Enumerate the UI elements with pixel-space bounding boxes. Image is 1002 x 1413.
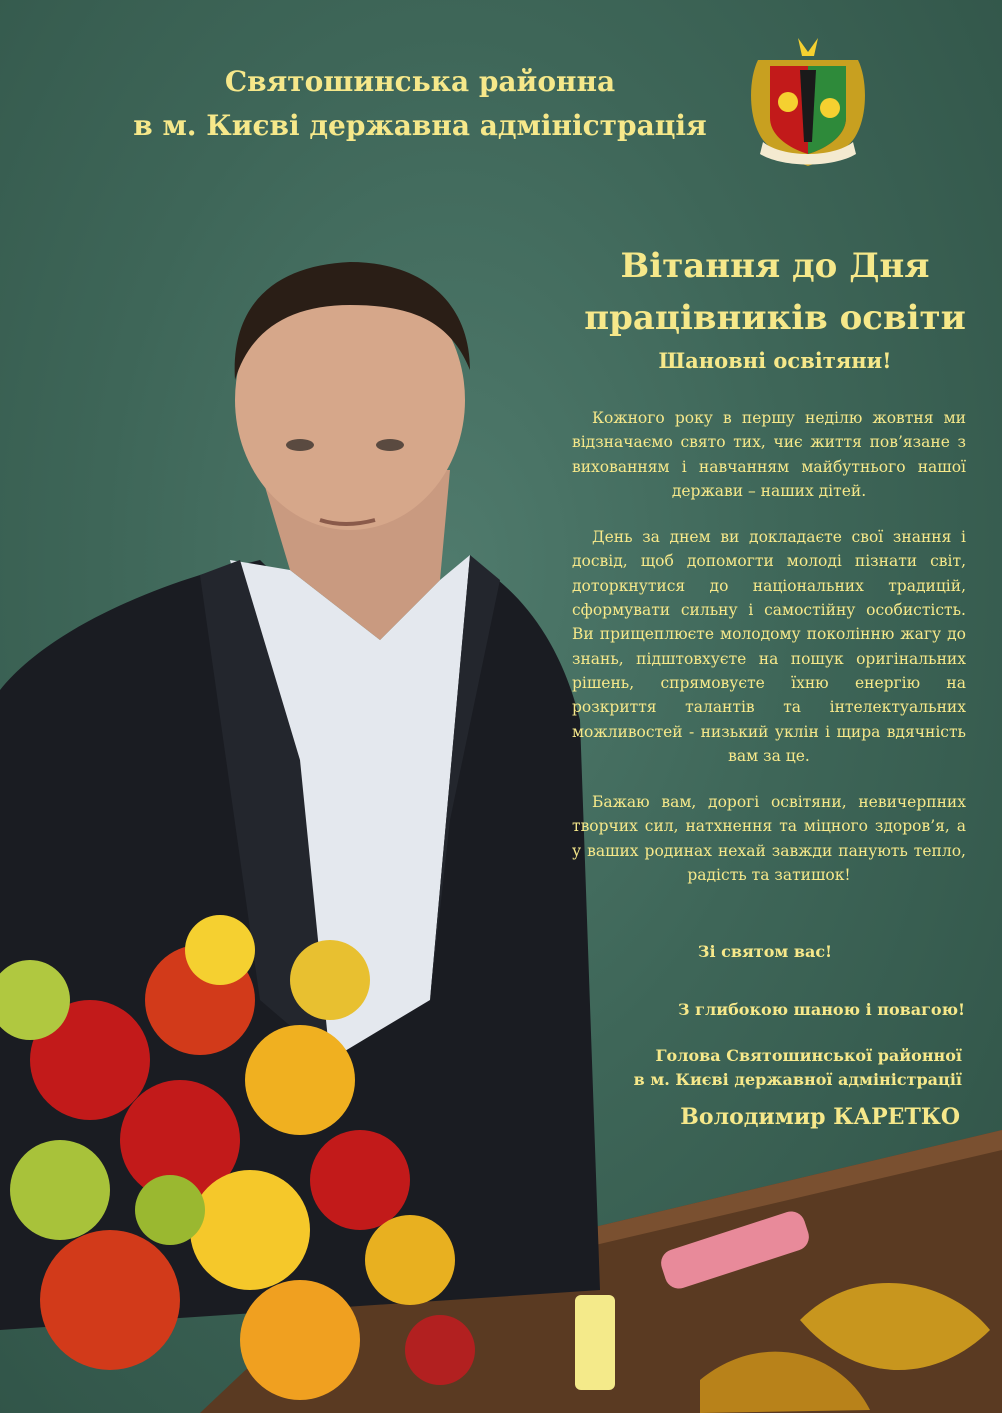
holiday-wish: Зі святом вас! xyxy=(697,942,833,961)
paragraph-2: День за днем ви докладаєте свої знання і досвід, щоб допомогти молоді пізнати світ, доторкнутися до національних традицій, сформувати сильну і самостійну особистість. Ви прищеплюєте молодому поколінню жагу до знань, підштовхуєте на пошук оригінальних рішень, спрямовуєте їхню енергію на розкриття талантів та інтелектуальних можливостей - низький уклін і щира вдячність вам за це. xyxy=(572,528,966,765)
salutation: Шановні освітяни! xyxy=(658,348,892,373)
organization-name-line2: в м. Києві державна адміністрація xyxy=(133,109,707,142)
greeting-title-line2: працівників освіти xyxy=(584,298,966,338)
coat-of-arms-emblem xyxy=(738,30,878,170)
paragraph-1: Кожного року в першу неділю жовтня ми відзначаємо свято тих, чиє життя пов’язане з вихованням і навчанням майбутнього нашої держави – наших дітей. xyxy=(572,409,966,500)
greeting-title-line1: Вітання до Дня xyxy=(620,246,930,286)
organization-header xyxy=(120,60,720,148)
signer-position-line2: в м. Києві державної адміністрації xyxy=(633,1070,962,1089)
signer-position-line1: Голова Святошинської районної xyxy=(655,1046,962,1065)
respect-line: З глибокою шаною і повагою! xyxy=(678,1000,965,1019)
greeting-title xyxy=(575,240,975,344)
signer-position xyxy=(552,1044,962,1092)
organization-name-line1: Святошинська районна xyxy=(224,65,616,98)
greeting-body xyxy=(572,406,966,909)
signer-name: Володимир КАРЕТКО xyxy=(680,1104,960,1130)
paragraph-3: Бажаю вам, дорогі освітяни, невичерпних творчих сил, натхнення та міцного здоров’я, а у ваших родинах нехай завжди панують тепло, радість та затишок! xyxy=(572,793,966,885)
